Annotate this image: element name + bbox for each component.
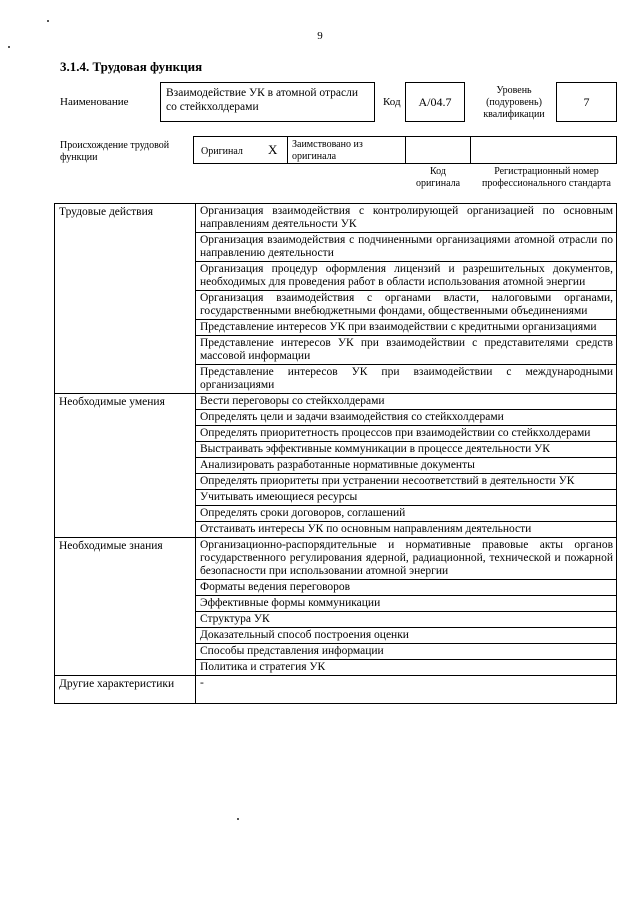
labor-actions-item: Представление интересов УК при взаимодействии с международными организациями xyxy=(196,365,617,394)
reg-number-caption: Регистрационный номер профессионального стандарта xyxy=(482,166,611,189)
required-skills-item: Отстаивать интересы УК по основным направлениям деятельности xyxy=(196,522,617,538)
page-number: 9 xyxy=(317,30,323,42)
name-value-box xyxy=(160,82,375,122)
required-knowledge-item: Форматы ведения переговоров xyxy=(196,580,617,596)
borrowed-label: Заимствовано из оригинала xyxy=(292,139,363,162)
required-knowledge-item: Организационно-распорядительные и нормативные правовые акты органов государственного регулирования ядерной, радиационной, технической и пожарной безопасности при использовании атомной энергии xyxy=(196,538,617,580)
labor-function-table xyxy=(54,203,617,704)
name-value: Взаимодействие УК в атомной отрасли со стейкхолдерами xyxy=(166,87,359,113)
table-row xyxy=(55,394,617,410)
labor-actions-item: Организация взаимодействия с подчиненными организациями атомной отрасли по направлению деятельности xyxy=(196,233,617,262)
code-original-caption: Код оригинала xyxy=(415,166,461,189)
required-skills-item: Учитывать имеющиеся ресурсы xyxy=(196,490,617,506)
required-skills-label: Необходимые умения xyxy=(55,394,196,538)
labor-actions-item: Организация взаимодействия с контролирующей организацией по основным направлениям деятельности УК xyxy=(196,204,617,233)
table-row xyxy=(55,676,617,704)
required-skills-item: Выстраивать эффективные коммуникации в процессе деятельности УК xyxy=(196,442,617,458)
required-knowledge-item: Эффективные формы коммуникации xyxy=(196,596,617,612)
origin-divider-2 xyxy=(405,136,406,164)
table-row xyxy=(55,538,617,580)
required-skills-item: Анализировать разработанные нормативные документы xyxy=(196,458,617,474)
required-skills-item: Определять цели и задачи взаимодействия со стейкхолдерами xyxy=(196,410,617,426)
required-knowledge-item: Доказательный способ построения оценки xyxy=(196,628,617,644)
scan-mark xyxy=(47,20,49,22)
other-characteristics-label: Другие характеристики xyxy=(55,676,196,704)
origin-label: Происхождение трудовой функции xyxy=(60,140,170,163)
scan-mark xyxy=(8,46,10,48)
required-knowledge-item: Структура УК xyxy=(196,612,617,628)
labor-actions-item: Организация процедур оформления лицензий и разрешительных документов, необходимых для проведения работ в области использования атомной энергии xyxy=(196,262,617,291)
other-characteristics-item: - xyxy=(196,676,617,704)
original-checkbox-mark: X xyxy=(268,142,278,157)
labor-actions-label: Трудовые действия xyxy=(55,204,196,394)
code-label: Код xyxy=(383,96,401,108)
required-knowledge-item: Политика и стратегия УК xyxy=(196,660,617,676)
code-value: А/04.7 xyxy=(418,95,452,109)
level-label: Уровень (подуровень) квалификации xyxy=(483,85,545,120)
required-skills-item: Определять приоритеты при устранении несоответствий в деятельности УК xyxy=(196,474,617,490)
required-skills-item: Определять приоритетность процессов при взаимодействии со стейкхолдерами xyxy=(196,426,617,442)
scan-mark xyxy=(237,818,239,820)
table-row xyxy=(55,204,617,233)
name-label: Наименование xyxy=(60,96,129,108)
required-knowledge-item: Способы представления информации xyxy=(196,644,617,660)
code-value-box xyxy=(405,82,465,122)
required-knowledge-label: Необходимые знания xyxy=(55,538,196,676)
table-body xyxy=(55,204,617,704)
labor-actions-item: Представление интересов УК при взаимодействии с кредитными организациями xyxy=(196,320,617,336)
required-skills-item: Вести переговоры со стейкхолдерами xyxy=(196,394,617,410)
origin-divider-3 xyxy=(470,136,471,164)
labor-actions-item: Организация взаимодействия с органами власти, налоговыми органами, государственными внебюджетными фондами, общественными объединениями xyxy=(196,291,617,320)
origin-divider-1 xyxy=(287,136,288,164)
labor-actions-item: Представление интересов УК при взаимодействии с представителями средств массовой информации xyxy=(196,336,617,365)
section-title: 3.1.4. Трудовая функция xyxy=(60,59,203,74)
original-label: Оригинал xyxy=(201,146,243,157)
required-skills-item: Определять сроки договоров, соглашений xyxy=(196,506,617,522)
level-value-box xyxy=(556,82,617,122)
level-value: 7 xyxy=(583,95,590,109)
